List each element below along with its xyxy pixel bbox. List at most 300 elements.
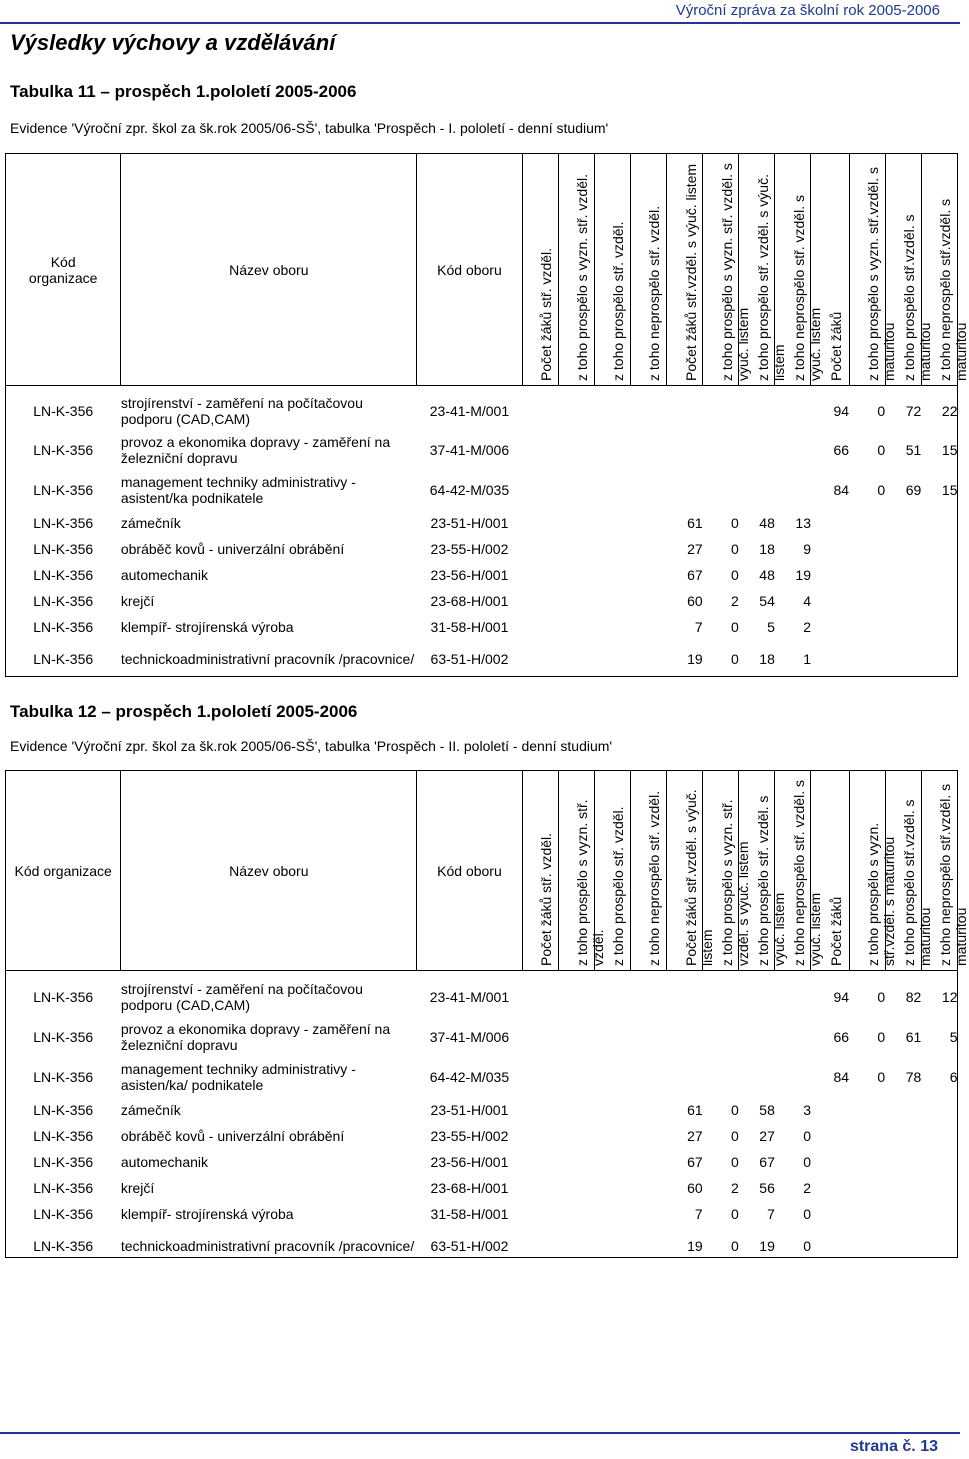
value-cell	[849, 614, 885, 640]
table-row	[6, 1149, 958, 1175]
value-cell	[667, 430, 703, 470]
value-cell	[885, 1123, 921, 1149]
value-cell	[522, 588, 558, 614]
value-cell: 56	[759, 1179, 775, 1196]
value-cell	[594, 1057, 630, 1097]
value-cell	[849, 1149, 885, 1175]
value-cell	[921, 588, 957, 614]
value-cell	[558, 977, 594, 1017]
table-row	[6, 1123, 958, 1149]
value-cell	[522, 1123, 558, 1149]
field-code-cell: 23-51-H/001	[430, 514, 509, 531]
value-cell	[849, 536, 885, 562]
value-cell	[885, 1201, 921, 1227]
field-code-cell: 63-51-H/002	[430, 1237, 509, 1254]
value-cell: 0	[877, 481, 886, 498]
report-title: Výroční zpráva za školní rok 2005-2006	[675, 2, 940, 19]
value-cell: 0	[730, 1205, 739, 1222]
value-cell	[811, 1123, 849, 1149]
table-row	[6, 614, 958, 640]
value-cell	[522, 392, 558, 430]
field-name-cell: obráběč kovů - univerzální obrábění	[120, 1127, 345, 1144]
value-cell: 54	[759, 592, 775, 609]
value-cell	[558, 1017, 594, 1057]
value-cell	[558, 1149, 594, 1175]
value-cell: 0	[803, 1237, 811, 1254]
value-cell	[667, 470, 703, 510]
column-header-vertical	[703, 154, 751, 386]
column-header-label: Počet žáků stř. vzděl.	[538, 247, 555, 381]
value-cell	[630, 430, 666, 470]
column-header-vertical	[739, 154, 787, 386]
field-name-cell: automechanik	[120, 566, 209, 583]
value-cell	[849, 1097, 885, 1123]
page-number-value: 13	[920, 1438, 938, 1455]
value-cell	[667, 392, 703, 430]
field-name-cell: zámečník	[120, 1101, 181, 1118]
value-cell: 60	[687, 592, 703, 609]
column-header-label: z toho prospělo stř.vzděl. s maturitou	[901, 213, 934, 381]
column-header-label: Počet žáků stř.vzděl. s výuč. listem	[682, 788, 715, 966]
value-cell: 60	[687, 1179, 703, 1196]
field-name-cell: technickoadministrativní pracovník /pracovnice/	[120, 1237, 415, 1254]
table-row	[6, 470, 958, 510]
table-row	[6, 392, 958, 430]
value-cell	[921, 1123, 957, 1149]
page-label: strana č.	[849, 1438, 916, 1455]
value-cell	[594, 430, 630, 470]
field-code-cell: 31-58-H/001	[430, 618, 509, 635]
column-header-label: z toho neprospělo stř. vzděl.	[646, 790, 663, 966]
value-cell	[558, 1175, 594, 1201]
column-header-vertical	[667, 771, 715, 971]
value-cell: 82	[905, 988, 922, 1005]
value-cell: 67	[759, 1153, 775, 1170]
value-cell	[594, 1017, 630, 1057]
value-cell	[594, 1097, 630, 1123]
value-cell: 66	[833, 441, 850, 458]
field-code-cell: 23-55-H/002	[430, 540, 509, 557]
field-code-cell: 23-68-H/001	[430, 1179, 509, 1196]
value-cell	[849, 562, 885, 588]
section-title: Výsledky výchovy a vzdělávání	[10, 30, 336, 55]
org-code-cell: LN-K-356	[33, 592, 94, 609]
value-cell	[630, 977, 666, 1017]
value-cell	[630, 1175, 666, 1201]
value-cell	[522, 562, 558, 588]
org-code-cell: LN-K-356	[33, 1101, 94, 1118]
value-cell: 13	[795, 514, 811, 531]
value-cell: 1	[803, 650, 811, 667]
value-cell: 67	[687, 1153, 703, 1170]
column-header-label: z toho neprospělo stř. vzděl. s výuč. listem	[790, 779, 823, 966]
column-header-label: z toho prospělo stř.vzděl. s maturitou	[901, 798, 934, 966]
column-header-label: z toho prospělo stř. vzděl.	[610, 805, 627, 966]
value-cell: 4	[803, 592, 811, 609]
value-cell	[522, 1057, 558, 1097]
value-cell: 0	[877, 402, 886, 419]
value-cell: 19	[687, 1237, 703, 1254]
org-code-cell: LN-K-356	[33, 566, 94, 583]
value-cell: 6	[949, 1068, 958, 1085]
value-cell	[630, 1123, 666, 1149]
value-cell	[522, 614, 558, 640]
table-row	[6, 977, 958, 1017]
value-cell	[811, 614, 849, 640]
column-header-vertical	[558, 771, 607, 971]
column-header-label: z toho neprospělo stř.vzděl. s maturitou	[937, 783, 969, 966]
value-cell	[775, 1057, 811, 1097]
column-header-vertical	[667, 154, 703, 386]
value-cell: 2	[730, 592, 739, 609]
table11-evidence: Evidence 'Výroční zpr. škol za šk.rok 2005/06-SŠ', tabulka 'Prospěch - I. pololetí - denní studium'	[10, 120, 609, 136]
value-cell	[703, 1057, 739, 1097]
value-cell	[522, 977, 558, 1017]
column-header-label: z toho prospělo stř. vzděl.	[610, 220, 627, 381]
column-header-vertical	[885, 771, 934, 971]
value-cell: 2	[803, 1179, 811, 1196]
value-cell	[522, 1097, 558, 1123]
field-code-cell: 23-68-H/001	[430, 592, 509, 609]
value-cell: 0	[730, 566, 739, 583]
column-header-name: Název oboru	[121, 771, 417, 971]
value-cell: 66	[833, 1028, 850, 1045]
column-header-vertical	[811, 154, 849, 386]
value-cell	[630, 640, 666, 678]
value-cell	[811, 536, 849, 562]
table-row	[6, 588, 958, 614]
column-header-vertical	[775, 154, 823, 386]
value-cell: 0	[877, 1068, 886, 1085]
value-cell: 69	[905, 481, 922, 498]
value-cell	[739, 430, 775, 470]
value-cell	[667, 977, 703, 1017]
value-cell: 7	[767, 1205, 775, 1222]
value-cell	[558, 510, 594, 536]
value-cell	[522, 1017, 558, 1057]
value-cell	[811, 1149, 849, 1175]
value-cell	[703, 430, 739, 470]
value-cell	[849, 1175, 885, 1201]
value-cell	[921, 1175, 957, 1201]
value-cell: 61	[905, 1028, 922, 1045]
value-cell	[921, 1097, 957, 1123]
org-code-cell: LN-K-356	[33, 481, 94, 498]
column-header-vertical	[849, 154, 898, 386]
table-row	[6, 562, 958, 588]
value-cell	[921, 1227, 957, 1265]
column-header-vertical	[594, 771, 630, 971]
value-cell	[849, 640, 885, 678]
value-cell	[558, 1057, 594, 1097]
value-cell	[849, 510, 885, 536]
value-cell	[849, 1123, 885, 1149]
table-row	[6, 1097, 958, 1123]
field-code-cell: 23-56-H/001	[430, 566, 509, 583]
value-cell	[630, 562, 666, 588]
column-header-label: z toho neprospělo stř. vzděl.	[646, 205, 663, 381]
column-header-label: Počet žáků stř.vzděl. s výuč. listem	[682, 163, 699, 381]
org-code-cell: LN-K-356	[33, 1127, 94, 1144]
value-cell	[811, 1227, 849, 1265]
value-cell	[775, 430, 811, 470]
column-header-vertical	[921, 771, 969, 971]
column-header-vertical	[522, 771, 558, 971]
field-code-cell: 64-42-M/035	[429, 1068, 510, 1085]
value-cell	[885, 1175, 921, 1201]
value-cell	[630, 392, 666, 430]
value-cell	[739, 470, 775, 510]
value-cell	[522, 640, 558, 678]
field-code-cell: 63-51-H/002	[430, 650, 509, 667]
org-code-cell: LN-K-356	[33, 441, 94, 458]
org-code-cell: LN-K-356	[33, 988, 94, 1005]
table11	[5, 153, 969, 678]
value-cell	[885, 614, 921, 640]
value-cell	[849, 588, 885, 614]
value-cell: 78	[905, 1068, 922, 1085]
column-header-label: z toho prospělo s vyzn. stř.vzděl. s maturitou	[865, 822, 898, 966]
value-cell	[630, 1149, 666, 1175]
value-cell: 61	[687, 514, 703, 531]
value-cell	[885, 1097, 921, 1123]
value-cell	[703, 1017, 739, 1057]
field-code-cell: 31-58-H/001	[430, 1205, 509, 1222]
value-cell	[885, 510, 921, 536]
value-cell: 84	[833, 481, 850, 498]
column-header-label: Počet žáků stř. vzděl.	[538, 832, 555, 966]
value-cell	[558, 588, 594, 614]
value-cell: 94	[833, 402, 850, 419]
table-row	[6, 536, 958, 562]
value-cell	[522, 510, 558, 536]
value-cell	[739, 1057, 775, 1097]
org-code-cell: LN-K-356	[33, 402, 94, 419]
value-cell	[594, 640, 630, 678]
column-header-label: z toho prospělo s vyzn. stř. vzděl.	[574, 173, 591, 381]
table-row	[6, 640, 958, 678]
column-header-org: Kód organizace	[6, 771, 121, 971]
value-cell	[811, 1097, 849, 1123]
table12-title: Tabulka 12 – prospěch 1.pololetí 2005-2006	[10, 702, 358, 721]
field-name-cell: klempíř- strojírenská výroba	[120, 618, 294, 635]
column-header-label: z toho prospělo s vyzn. stř.vzděl. s maturitou	[865, 166, 898, 381]
table-row	[6, 1175, 958, 1201]
value-cell	[594, 977, 630, 1017]
value-cell: 51	[905, 441, 922, 458]
column-header-vertical	[703, 771, 751, 971]
value-cell	[703, 392, 739, 430]
value-cell	[594, 1149, 630, 1175]
value-cell	[885, 1227, 921, 1265]
column-header-label: z toho prospělo stř. vzděl. s výuč. listem	[754, 173, 787, 381]
value-cell	[811, 1175, 849, 1201]
value-cell	[811, 562, 849, 588]
column-header-label: z toho prospělo stř. vzděl. s výuč. listem	[754, 795, 787, 966]
column-header-vertical	[522, 154, 558, 386]
value-cell: 0	[730, 540, 739, 557]
field-code-cell: 23-41-M/001	[429, 988, 510, 1005]
org-code-cell: LN-K-356	[33, 1205, 94, 1222]
value-cell	[811, 510, 849, 536]
column-header-code: Kód oboru	[417, 154, 522, 386]
footer-divider	[0, 1432, 960, 1434]
value-cell: 22	[941, 402, 958, 419]
value-cell: 0	[803, 1153, 811, 1170]
value-cell	[921, 640, 957, 678]
value-cell: 19	[687, 650, 703, 667]
value-cell	[522, 470, 558, 510]
field-name-cell: zámečník	[120, 514, 181, 531]
table12	[5, 770, 969, 1265]
value-cell	[558, 614, 594, 640]
value-cell: 0	[730, 1127, 739, 1144]
value-cell	[921, 536, 957, 562]
value-cell	[558, 470, 594, 510]
value-cell	[594, 392, 630, 430]
value-cell	[522, 1149, 558, 1175]
value-cell	[630, 470, 666, 510]
column-header-vertical	[630, 771, 666, 971]
column-header-label: z toho neprospělo stř.vzděl. s maturitou	[937, 198, 969, 381]
value-cell	[594, 510, 630, 536]
value-cell	[703, 977, 739, 1017]
field-name-cell: provoz a ekonomika dopravy - zaměření na železniční dopravu	[120, 433, 391, 466]
value-cell	[667, 1017, 703, 1057]
column-header-vertical	[849, 771, 898, 971]
table-row	[6, 1057, 958, 1097]
value-cell: 2	[730, 1179, 739, 1196]
value-cell: 0	[730, 1237, 739, 1254]
value-cell	[921, 614, 957, 640]
value-cell: 3	[803, 1101, 811, 1118]
column-header-label: Počet žáků	[828, 896, 845, 966]
value-cell: 0	[803, 1127, 811, 1144]
org-code-cell: LN-K-356	[33, 1237, 94, 1254]
value-cell	[594, 470, 630, 510]
value-cell	[594, 1201, 630, 1227]
field-name-cell: management techniky administrativy - asisten/ka/ podnikatele	[120, 1060, 356, 1093]
column-header-label: Počet žáků	[828, 311, 845, 381]
value-cell	[885, 1149, 921, 1175]
value-cell: 7	[694, 618, 703, 635]
value-cell: 0	[877, 1028, 886, 1045]
column-header-vertical	[594, 154, 630, 386]
table-row	[6, 1227, 958, 1265]
value-cell	[885, 562, 921, 588]
value-cell	[558, 1097, 594, 1123]
value-cell	[522, 1201, 558, 1227]
column-header-vertical	[558, 154, 594, 386]
value-cell: 61	[687, 1101, 703, 1118]
field-name-cell: strojírenství - zaměření na počítačovou podporu (CAD,CAM)	[120, 980, 363, 1013]
value-cell: 0	[877, 988, 886, 1005]
page-number	[850, 1438, 938, 1456]
value-cell	[630, 1201, 666, 1227]
column-header-vertical	[885, 154, 934, 386]
value-cell: 84	[833, 1068, 850, 1085]
value-cell	[558, 1123, 594, 1149]
value-cell: 0	[803, 1205, 811, 1222]
value-cell: 12	[941, 988, 958, 1005]
value-cell	[703, 470, 739, 510]
value-cell: 5	[949, 1028, 958, 1045]
value-cell	[630, 1017, 666, 1057]
field-name-cell: provoz a ekonomika dopravy - zaměření na železniční dopravu	[120, 1020, 391, 1053]
value-cell	[849, 1201, 885, 1227]
value-cell	[558, 1201, 594, 1227]
org-code-cell: LN-K-356	[33, 1068, 94, 1085]
value-cell	[630, 1227, 666, 1265]
org-code-cell: LN-K-356	[33, 1153, 94, 1170]
value-cell: 0	[730, 1101, 739, 1118]
value-cell	[594, 588, 630, 614]
value-cell	[522, 536, 558, 562]
value-cell: 7	[694, 1205, 703, 1222]
org-code-cell: LN-K-356	[33, 540, 94, 557]
value-cell: 19	[759, 1237, 775, 1254]
value-cell	[594, 1175, 630, 1201]
org-code-cell: LN-K-356	[33, 514, 94, 531]
field-code-cell: 37-41-M/006	[429, 1028, 510, 1045]
value-cell	[921, 562, 957, 588]
value-cell: 58	[759, 1101, 775, 1118]
value-cell	[558, 430, 594, 470]
value-cell	[739, 1017, 775, 1057]
value-cell: 18	[759, 650, 775, 667]
field-code-cell: 23-51-H/001	[430, 1101, 509, 1118]
field-name-cell: obráběč kovů - univerzální obrábění	[120, 540, 345, 557]
value-cell: 72	[905, 402, 922, 419]
table-row	[6, 1201, 958, 1227]
value-cell: 19	[795, 566, 811, 583]
value-cell: 67	[687, 566, 703, 583]
field-code-cell: 23-56-H/001	[430, 1153, 509, 1170]
value-cell: 0	[730, 1153, 739, 1170]
value-cell	[775, 470, 811, 510]
value-cell	[522, 430, 558, 470]
value-cell	[811, 1201, 849, 1227]
value-cell: 18	[759, 540, 775, 557]
org-code-cell: LN-K-356	[33, 650, 94, 667]
table-row	[6, 510, 958, 536]
value-cell	[630, 1097, 666, 1123]
value-cell	[885, 588, 921, 614]
value-cell: 27	[759, 1127, 775, 1144]
field-name-cell: krejčí	[120, 1179, 155, 1196]
value-cell	[558, 640, 594, 678]
value-cell	[558, 1227, 594, 1265]
value-cell: 2	[803, 618, 811, 635]
field-name-cell: management techniky administrativy - asistent/ka podnikatele	[120, 473, 356, 506]
value-cell	[630, 510, 666, 536]
column-header-org: Kód organizace	[6, 154, 121, 386]
field-name-cell: automechanik	[120, 1153, 209, 1170]
value-cell	[630, 536, 666, 562]
column-header-label: z toho prospělo s vyzn. stř. vzděl.	[574, 798, 607, 966]
field-name-cell: klempíř- strojírenská výroba	[120, 1205, 294, 1222]
value-cell: 15	[941, 481, 958, 498]
value-cell	[558, 392, 594, 430]
value-cell: 0	[877, 441, 886, 458]
value-cell	[558, 562, 594, 588]
column-header-name: Název oboru	[121, 154, 417, 386]
value-cell	[811, 640, 849, 678]
column-header-vertical	[921, 154, 969, 386]
column-header-vertical	[811, 771, 849, 971]
value-cell: 48	[759, 514, 775, 531]
column-header-label: z toho neprospělo stř. vzděl. s výuč. listem	[790, 194, 823, 381]
